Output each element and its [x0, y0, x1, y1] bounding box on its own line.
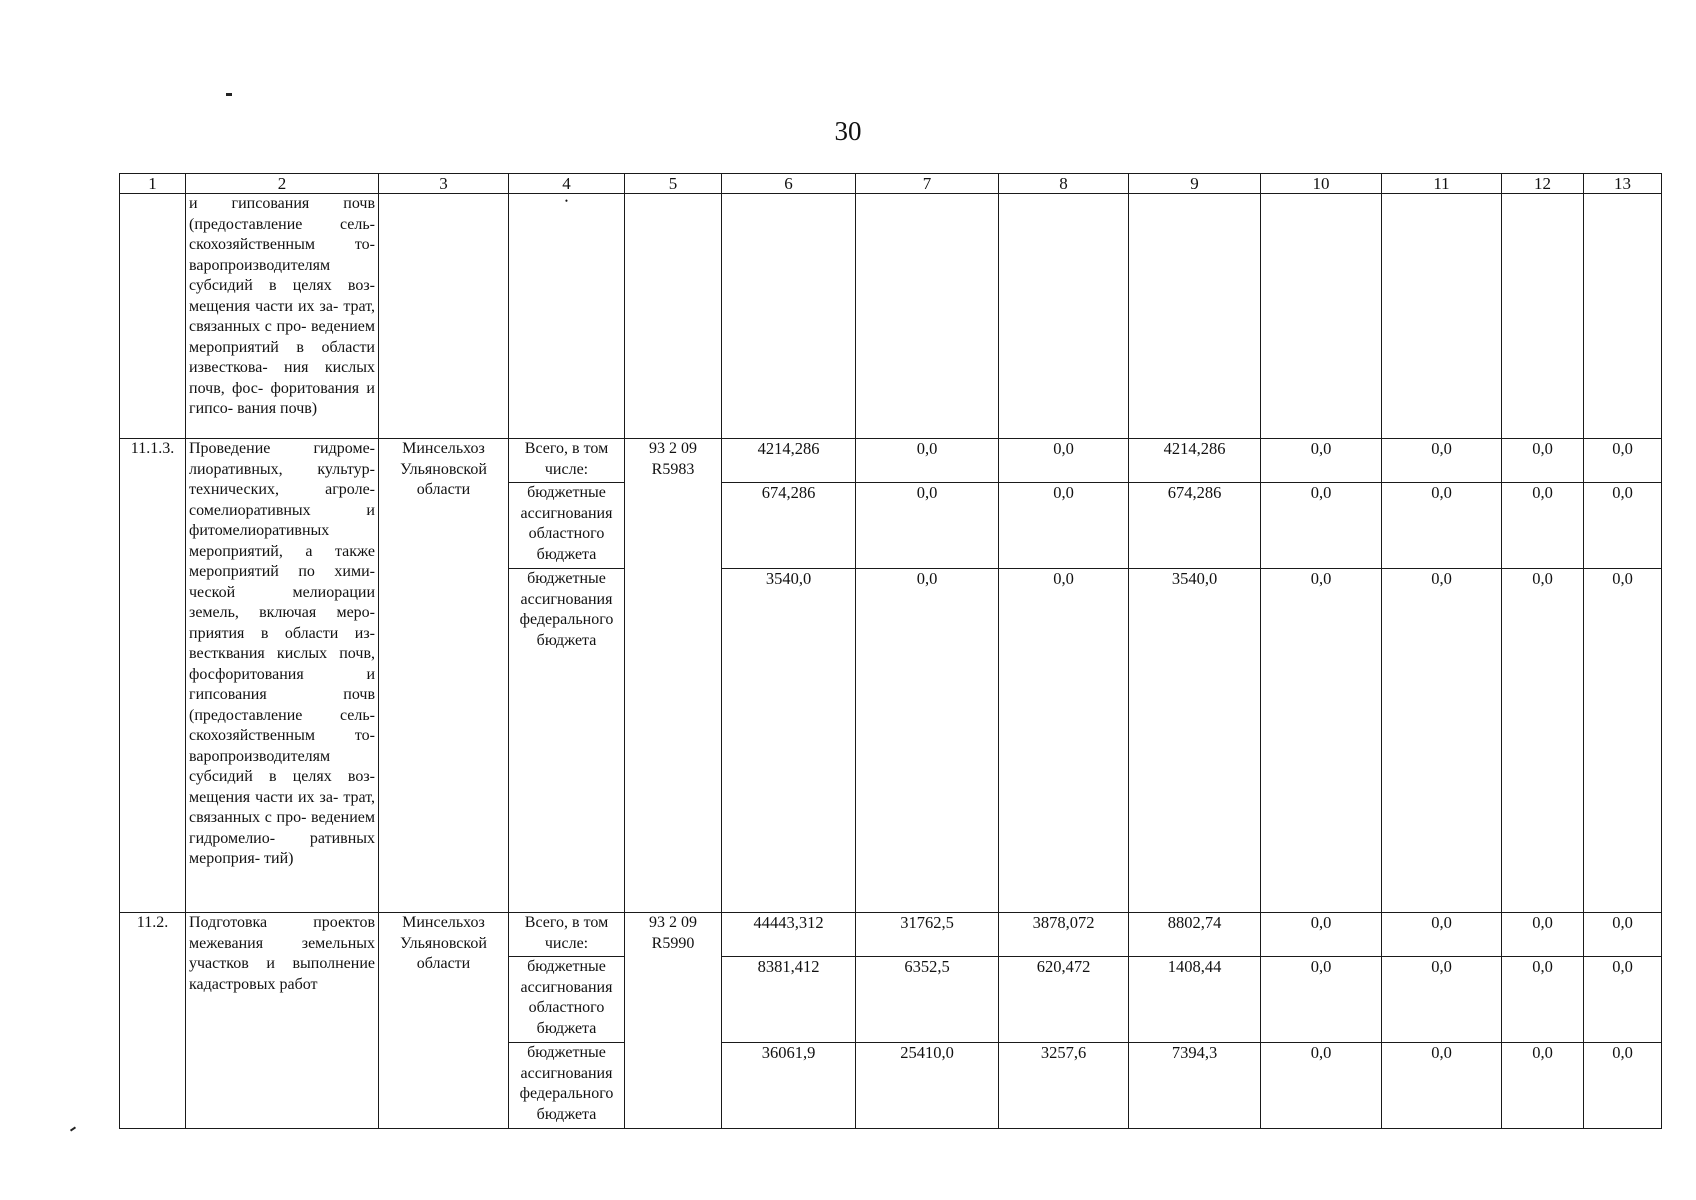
scan-speck — [226, 93, 232, 96]
source-cell: бюджетные ассигнования областного бюджета — [509, 483, 625, 569]
column-header: 5 — [625, 174, 722, 194]
value-cell: 1408,44 — [1129, 957, 1261, 1043]
value-cell: 0,0 — [1382, 1043, 1502, 1129]
value-cell: 25410,0 — [856, 1043, 999, 1129]
value-cell: 0,0 — [1584, 439, 1662, 483]
table-row — [120, 913, 1662, 957]
row-number: 11.2. — [120, 913, 186, 1129]
value-cell: 3540,0 — [1129, 569, 1261, 913]
value-cell: 0,0 — [1502, 569, 1584, 913]
value-cell: 0,0 — [856, 569, 999, 913]
row-description: Подготовка проектов межевания земельных участков и выполнение кадастровых работ — [186, 913, 379, 1129]
column-header: 8 — [999, 174, 1129, 194]
value-cell: 674,286 — [1129, 483, 1261, 569]
value-cell: 0,0 — [1382, 913, 1502, 957]
column-header: 1 — [120, 174, 186, 194]
row-number-cell — [120, 194, 186, 439]
value-cell: 4214,286 — [1129, 439, 1261, 483]
source-cell: Всего, в том числе: — [509, 913, 625, 957]
value-cell: 36061,9 — [722, 1043, 856, 1129]
value-cell: 0,0 — [1261, 957, 1382, 1043]
value-cell: 0,0 — [999, 483, 1129, 569]
page-number: 30 — [834, 116, 862, 146]
column-header: 3 — [379, 174, 509, 194]
budget-table — [119, 173, 1662, 1129]
value-cell: 0,0 — [856, 483, 999, 569]
value-cell — [1382, 194, 1502, 439]
value-cell: 0,0 — [1261, 1043, 1382, 1129]
value-cell: 4214,286 — [722, 439, 856, 483]
row-number: 11.1.3. — [120, 439, 186, 913]
value-cell — [856, 194, 999, 439]
value-cell: 0,0 — [1382, 483, 1502, 569]
value-cell: 0,0 — [1584, 1043, 1662, 1129]
source-cell: Всего, в том числе: — [509, 439, 625, 483]
value-cell: 0,0 — [1502, 1043, 1584, 1129]
value-cell: 0,0 — [999, 439, 1129, 483]
code-cell: 93 2 09 R5990 — [625, 913, 722, 1129]
executor-cell: Минсельхоз Ульяновской области — [379, 913, 509, 1129]
value-cell: 0,0 — [1261, 569, 1382, 913]
value-cell — [999, 194, 1129, 439]
value-cell: 0,0 — [999, 569, 1129, 913]
value-cell: 3878,072 — [999, 913, 1129, 957]
value-cell — [1584, 194, 1662, 439]
value-cell: 3540,0 — [722, 569, 856, 913]
column-header: 6 — [722, 174, 856, 194]
executor-cell: Минсельхоз Ульяновской области — [379, 439, 509, 913]
value-cell: 0,0 — [1584, 913, 1662, 957]
value-cell: 0,0 — [1584, 957, 1662, 1043]
value-cell: 44443,312 — [722, 913, 856, 957]
value-cell — [1261, 194, 1382, 439]
value-cell: 0,0 — [1261, 483, 1382, 569]
column-header: 12 — [1502, 174, 1584, 194]
value-cell: 0,0 — [1382, 439, 1502, 483]
value-cell: 0,0 — [1382, 569, 1502, 913]
column-header: 13 — [1584, 174, 1662, 194]
value-cell: 6352,5 — [856, 957, 999, 1043]
source-cell: • — [509, 194, 625, 439]
source-cell: бюджетные ассигнования федерального бюджета — [509, 569, 625, 913]
value-cell: 620,472 — [999, 957, 1129, 1043]
value-cell — [1129, 194, 1261, 439]
value-cell: 8381,412 — [722, 957, 856, 1043]
column-header: 11 — [1382, 174, 1502, 194]
table-row-continuation — [120, 194, 1662, 439]
value-cell: 31762,5 — [856, 913, 999, 957]
code-cell: 93 2 09 R5983 — [625, 439, 722, 913]
column-header: 9 — [1129, 174, 1261, 194]
column-header: 4 — [509, 174, 625, 194]
value-cell: 0,0 — [1261, 439, 1382, 483]
source-cell: бюджетные ассигнования федерального бюджета — [509, 1043, 625, 1129]
header-row — [120, 174, 1662, 194]
source-cell: бюджетные ассигнования областного бюджета — [509, 957, 625, 1043]
value-cell: 8802,74 — [1129, 913, 1261, 957]
value-cell: 0,0 — [856, 439, 999, 483]
value-cell: 3257,6 — [999, 1043, 1129, 1129]
value-cell: 0,0 — [1584, 483, 1662, 569]
row-description: Проведение гидроме- лиоративных, культур- технических, агроле- сомелиоративных и фитомелиоративных мероприятий, а также мероприятий по хими- ческой мелиорации земель, включая меро- приятия в области из- вестквания кислых почв, фосфоритования и гипсования почв (предоставление сель- скохозяйственным то- варопроизводителям субсидий в целях воз- мещения части их за- трат, связанных с про- ведением гидромелио- ративных мероприя- тий) — [186, 439, 379, 913]
row-description: и гипсования почв (предоставление сель- скохозяйственным то- варопроизводителям субсидий в целях воз- мещения части их за- трат, связанных с про- ведением мероприятий в области известкова- ния кислых почв, фос- форитования и гипсо- вания почв) — [186, 194, 379, 439]
column-header: 2 — [186, 174, 379, 194]
value-cell: 674,286 — [722, 483, 856, 569]
value-cell: 0,0 — [1502, 913, 1584, 957]
table-row — [120, 439, 1662, 483]
value-cell: 0,0 — [1502, 483, 1584, 569]
value-cell: 0,0 — [1382, 957, 1502, 1043]
value-cell: 0,0 — [1584, 569, 1662, 913]
executor-cell — [379, 194, 509, 439]
value-cell: 0,0 — [1502, 957, 1584, 1043]
value-cell — [722, 194, 856, 439]
scan-speck — [70, 1126, 76, 1131]
column-header: 10 — [1261, 174, 1382, 194]
value-cell: 0,0 — [1261, 913, 1382, 957]
value-cell: 7394,3 — [1129, 1043, 1261, 1129]
column-header: 7 — [856, 174, 999, 194]
value-cell: 0,0 — [1502, 439, 1584, 483]
code-cell — [625, 194, 722, 439]
value-cell — [1502, 194, 1584, 439]
